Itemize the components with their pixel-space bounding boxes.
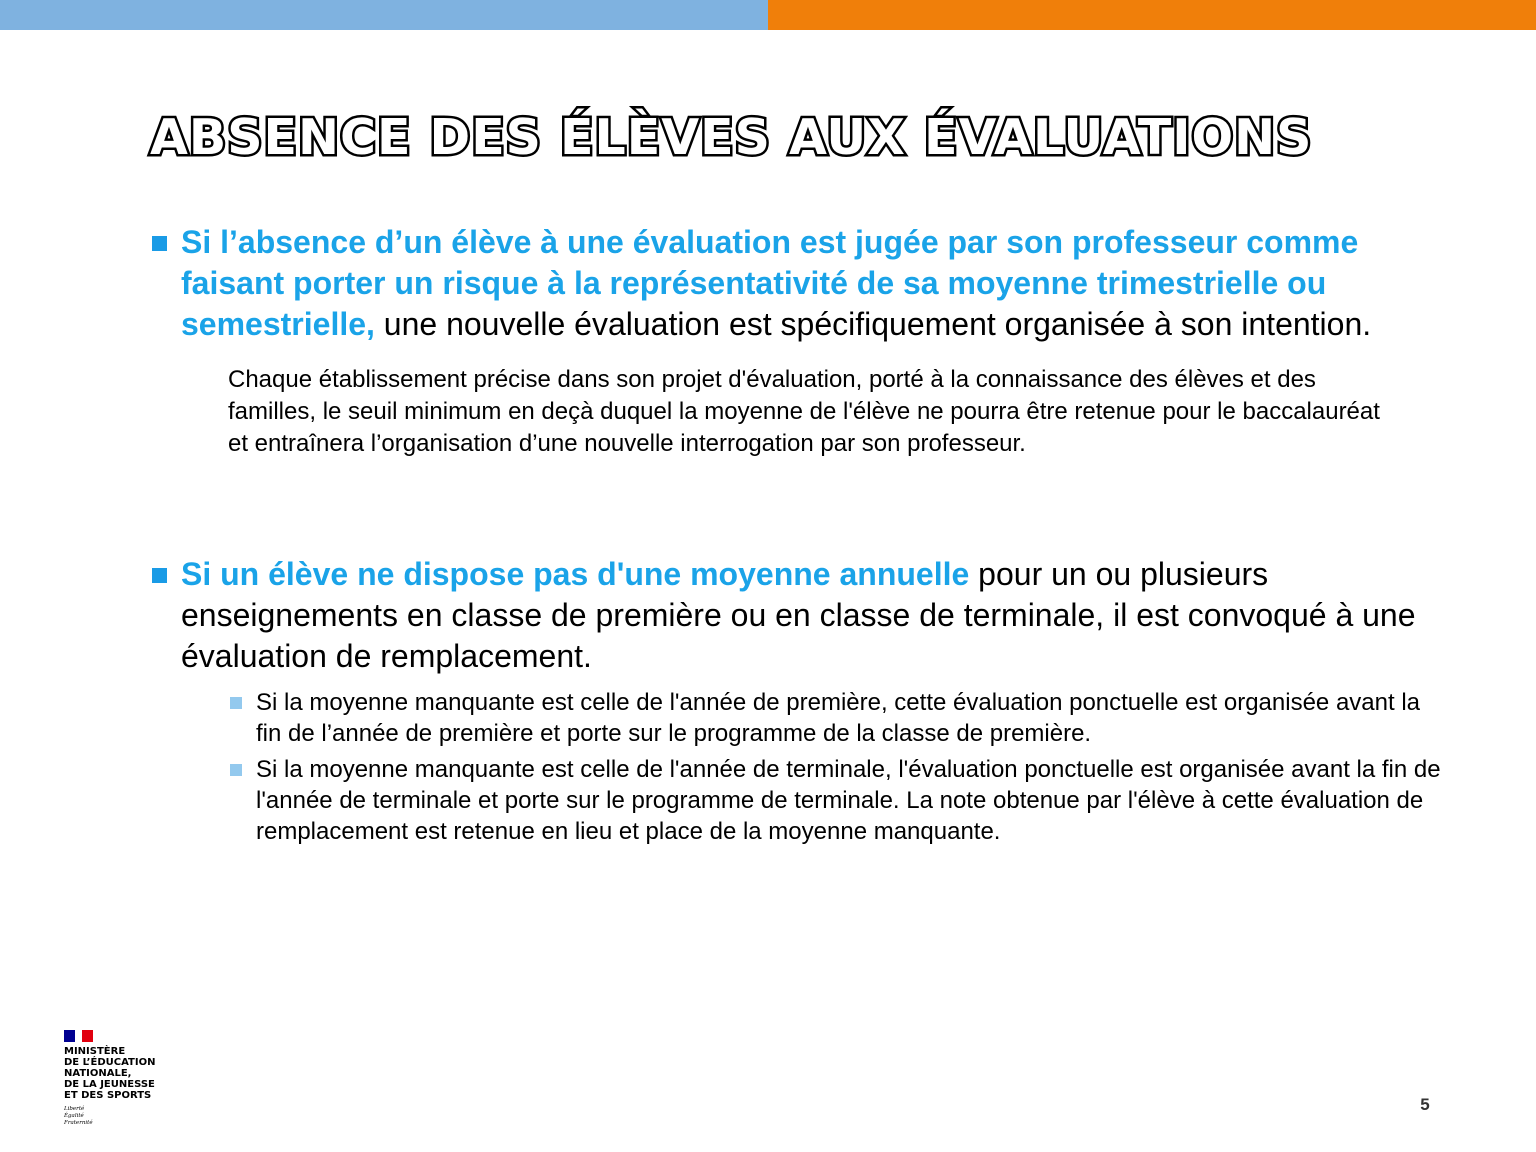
bullet-highlight: Si un élève ne dispose pas d'une moyenne annuelle — [181, 556, 970, 592]
republic-motto: Liberté Égalité Fraternité — [64, 1106, 93, 1126]
bullet-note: Chaque établissement précise dans son projet d'évaluation, porté à la connaissance des élèves et des familles, le seuil minimum en deçà duquel la moyenne de l'élève ne pourra être retenue pour le baccalauréat et entraînera l’organisation d’une nouvelle interrogation par son professeur. — [228, 366, 1380, 457]
bullet-main-text — [150, 554, 1450, 677]
ministry-name: MINISTÈRE DE L’ÉDUCATION NATIONALE, DE LA JEUNESSE ET DES SPORTS — [64, 1046, 156, 1101]
sub-bullet-text: Si la moyenne manquante est celle de l'année de première, cette évaluation ponctuelle est organisée avant la fin de l’année de première et porte sur le programme de la classe de première. — [256, 689, 1420, 747]
bullet-absence-evaluation — [150, 222, 1450, 460]
sub-bullet-text: Si la moyenne manquante est celle de l'année de terminale, l'évaluation ponctuelle est organisée avant la fin de l'année de terminale et porte sur le programme de terminale. La note obtenue par l'élève à cette évaluation de remplacement est retenue en lieu et place de la moyenne manquante. — [256, 756, 1441, 845]
square-bullet-icon — [152, 236, 167, 251]
sub-bullet-item-premiere — [150, 687, 1448, 749]
bullet-text: une nouvelle évaluation est spécifiquement organisée à son intention. — [374, 306, 1372, 342]
small-square-bullet-icon — [230, 764, 242, 776]
top-bar-blue-segment — [0, 0, 768, 30]
slide-title: ABSENCE DES ÉLÈVES AUX ÉVALUATIONS — [150, 109, 1313, 166]
ministry-logo — [64, 1030, 174, 1130]
bullet-highlight: Si l’absence d’un élève à une évaluation est jugée par son professeur comme faisant porter un risque à la représentativité de sa moyenne trimestrielle ou semestrielle, — [181, 224, 1359, 342]
page-number: 5 — [1420, 1095, 1430, 1114]
french-flag-icon — [64, 1030, 93, 1042]
square-bullet-icon — [152, 568, 167, 583]
top-accent-bar — [0, 0, 1536, 30]
top-bar-orange-segment — [768, 0, 1536, 30]
sub-bullet-item-terminale — [150, 754, 1448, 847]
bullet-text: pour un ou plusieurs enseignements en classe de première ou en classe de terminale, il est convoqué à une évaluation de remplacement. — [181, 556, 1416, 674]
bullet-main-text — [150, 222, 1450, 345]
bullet-moyenne-annuelle — [150, 554, 1450, 852]
sub-bullet-list — [150, 687, 1450, 847]
small-square-bullet-icon — [230, 697, 242, 709]
